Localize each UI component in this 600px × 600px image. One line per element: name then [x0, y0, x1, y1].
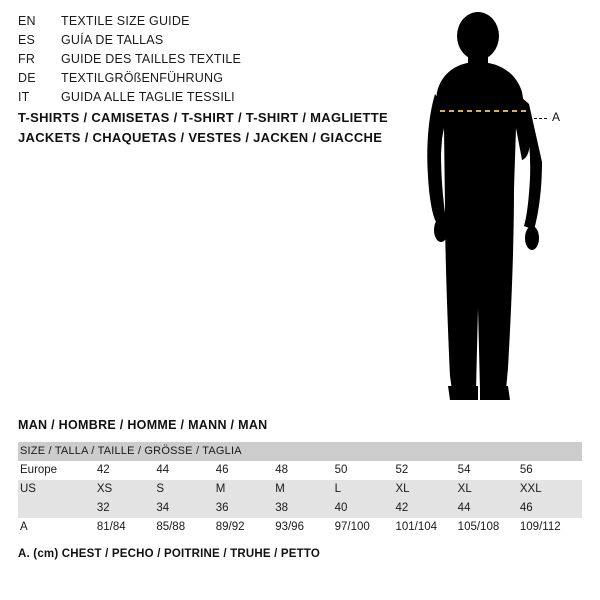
- table-row: [18, 480, 582, 499]
- cell-a-1: 81/84: [97, 518, 156, 537]
- cell-europe-6: 52: [395, 461, 457, 480]
- language-text-es: GUÍA DE TALLAS: [61, 33, 164, 47]
- category-headings: [18, 108, 448, 148]
- cell-a-2: 85/88: [156, 518, 215, 537]
- row-label-us: US: [18, 480, 97, 499]
- cell-us-3: M: [216, 480, 275, 499]
- cell-europe-8: 56: [520, 461, 582, 480]
- language-code-it: IT: [18, 90, 30, 104]
- language-row-en: [18, 14, 378, 33]
- row-label-a: A: [18, 518, 97, 537]
- cell-us-6: XL: [395, 480, 457, 499]
- language-code-fr: FR: [18, 52, 36, 66]
- cell-usnum-7: 44: [458, 499, 520, 518]
- cell-europe-3: 46: [216, 461, 275, 480]
- cell-usnum-1: 32: [97, 499, 156, 518]
- cell-us-2: S: [156, 480, 215, 499]
- cell-us-8: XXL: [520, 480, 582, 499]
- language-text-en: TEXTILE SIZE GUIDE: [61, 14, 190, 28]
- table-header-row: [18, 442, 582, 461]
- cell-a-8: 109/112: [520, 518, 582, 537]
- table-row: [18, 499, 582, 518]
- male-silhouette-figure: [400, 8, 590, 408]
- cell-usnum-5: 40: [335, 499, 396, 518]
- cell-europe-4: 48: [275, 461, 334, 480]
- category-tshirts: T-SHIRTS / CAMISETAS / T-SHIRT / T-SHIRT / MAGLIETTE: [18, 110, 388, 125]
- language-text-it: GUIDA ALLE TAGLIE TESSILI: [61, 90, 235, 104]
- language-code-es: ES: [18, 33, 36, 47]
- cell-usnum-6: 42: [395, 499, 457, 518]
- silhouette-icon: [400, 8, 590, 408]
- cell-usnum-4: 38: [275, 499, 334, 518]
- cell-europe-7: 54: [458, 461, 520, 480]
- row-label-europe: Europe: [18, 461, 97, 480]
- cell-a-7: 105/108: [458, 518, 520, 537]
- cell-a-4: 93/96: [275, 518, 334, 537]
- cell-europe-5: 50: [335, 461, 396, 480]
- measure-leader-dash: [534, 118, 547, 119]
- cell-europe-2: 44: [156, 461, 215, 480]
- section-heading-man: MAN / HOMBRE / HOMME / MANN / MAN: [18, 418, 268, 432]
- cell-a-6: 101/104: [395, 518, 457, 537]
- table-row: [18, 461, 582, 480]
- measure-label-a: A: [552, 110, 561, 124]
- cell-usnum-2: 34: [156, 499, 215, 518]
- cell-usnum-8: 46: [520, 499, 582, 518]
- cell-a-5: 97/100: [335, 518, 396, 537]
- language-list: [18, 14, 378, 109]
- cell-usnum-3: 36: [216, 499, 275, 518]
- language-code-en: EN: [18, 14, 36, 28]
- table-row: [18, 518, 582, 537]
- row-label-us-numeric: [18, 499, 97, 518]
- language-row-it: [18, 90, 378, 109]
- cell-us-1: XS: [97, 480, 156, 499]
- language-row-de: [18, 71, 378, 90]
- language-row-fr: [18, 52, 378, 71]
- cell-us-4: M: [275, 480, 334, 499]
- category-jackets: JACKETS / CHAQUETAS / VESTES / JACKEN / GIACCHE: [18, 130, 383, 145]
- cell-a-3: 89/92: [216, 518, 275, 537]
- language-text-fr: GUIDE DES TAILLES TEXTILE: [61, 52, 242, 66]
- cell-europe-1: 42: [97, 461, 156, 480]
- language-row-es: [18, 33, 378, 52]
- language-code-de: DE: [18, 71, 36, 85]
- cell-us-7: XL: [458, 480, 520, 499]
- footer-note: A. (cm) CHEST / PECHO / POITRINE / TRUHE / PETTO: [18, 548, 321, 560]
- cell-us-5: L: [335, 480, 396, 499]
- table-header-label: SIZE / TALLA / TAILLE / GRÖSSE / TAGLIA: [18, 442, 582, 461]
- size-table: [18, 442, 582, 537]
- language-text-de: TEXTILGRÖßENFÜHRUNG: [61, 71, 224, 85]
